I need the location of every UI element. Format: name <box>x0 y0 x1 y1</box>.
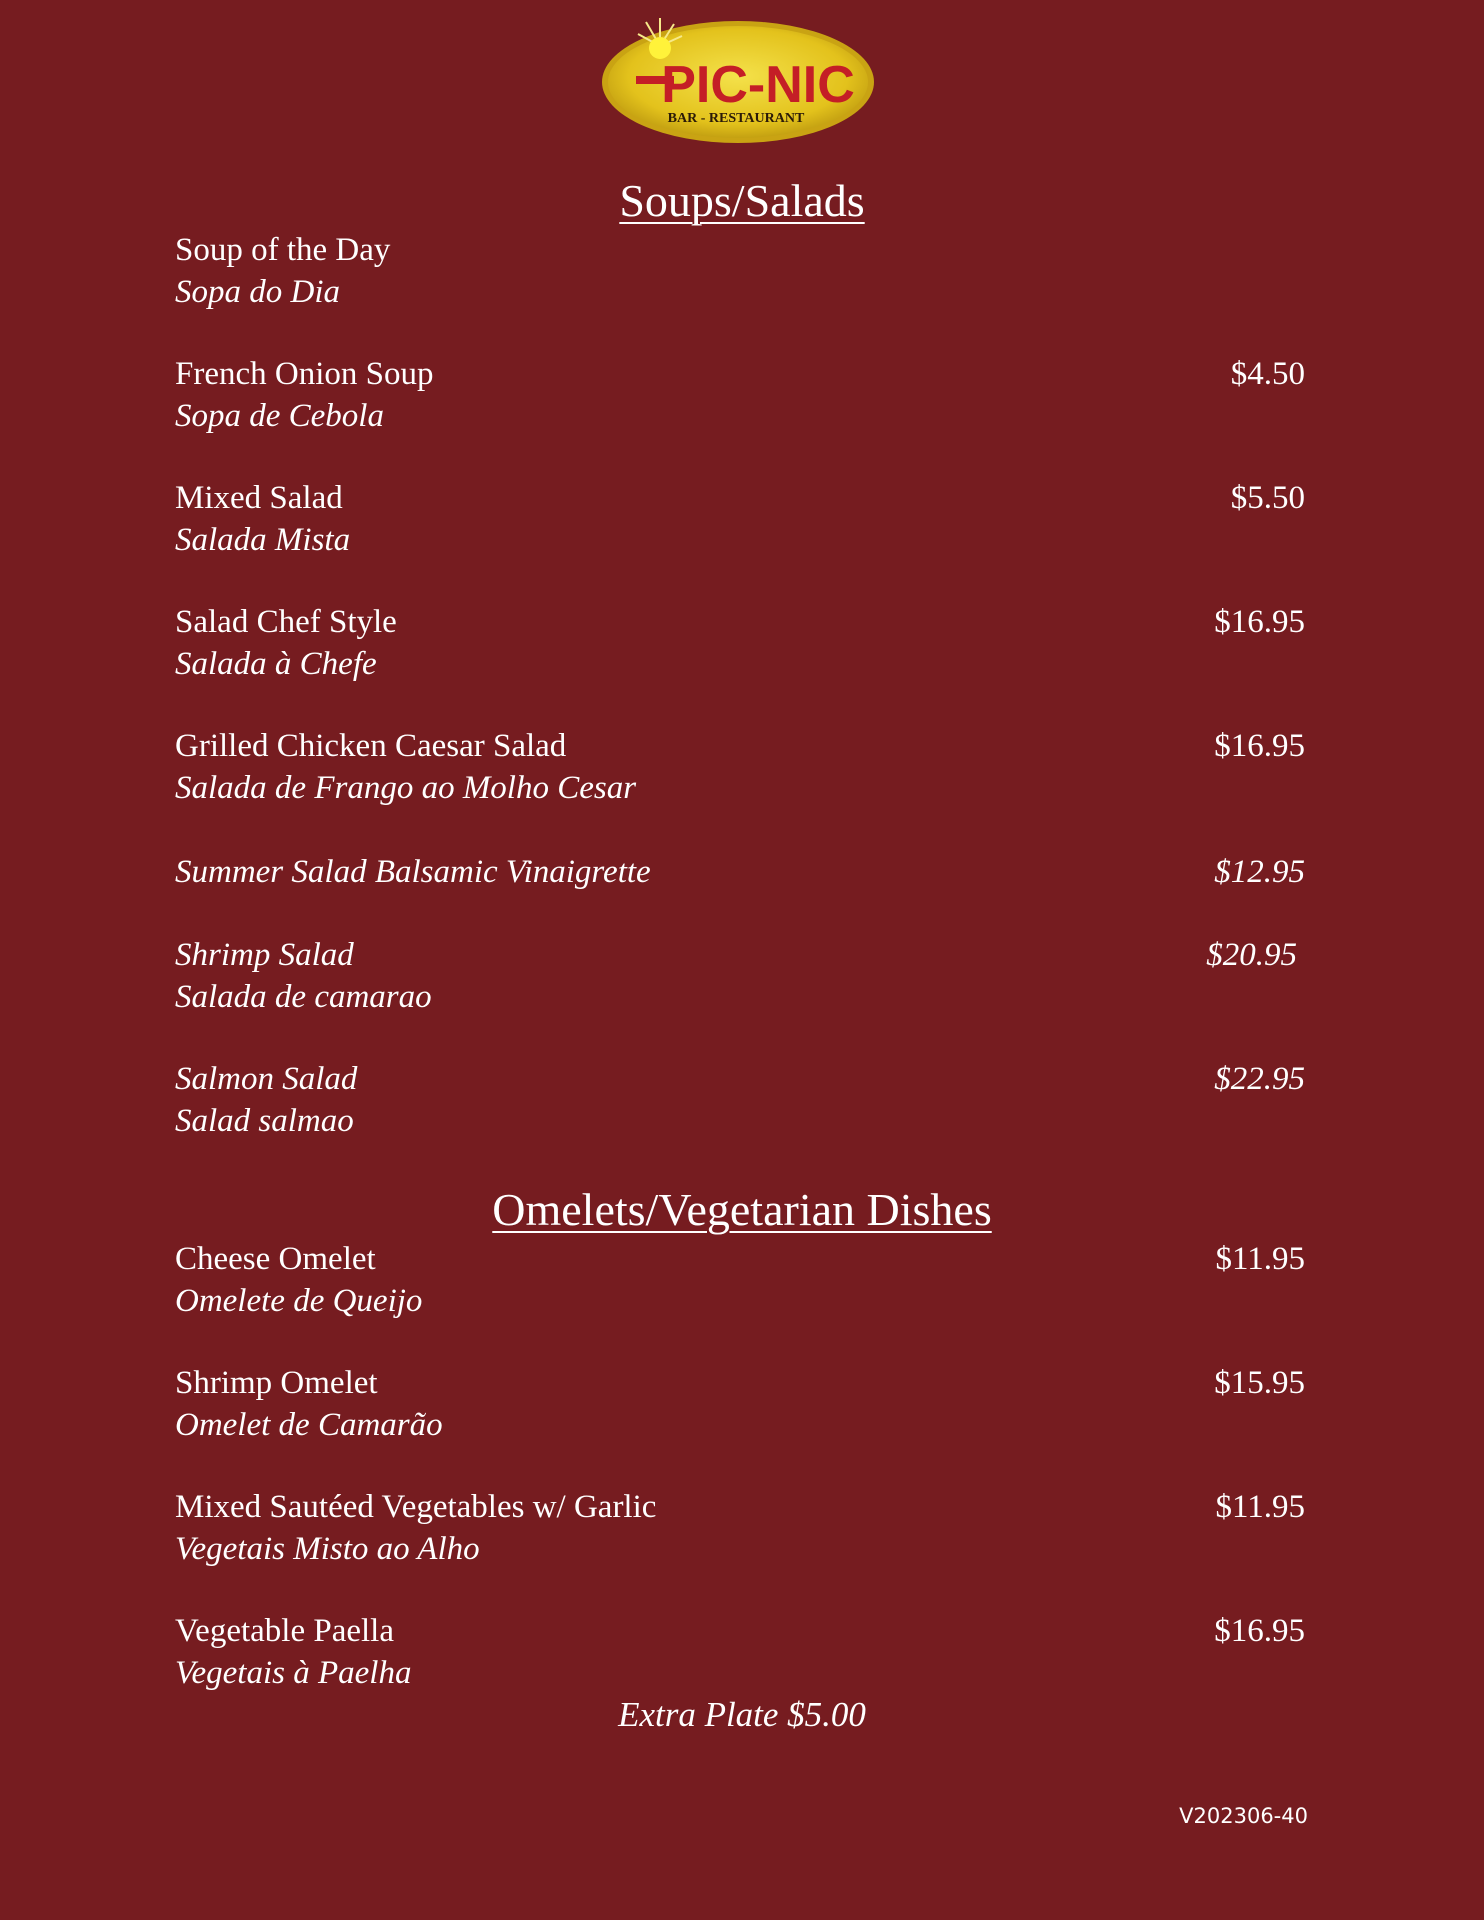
extra-plate-note: Extra Plate $5.00 <box>618 1695 866 1734</box>
item-translation: Omelet de Camarão <box>175 1407 443 1443</box>
menu-item <box>175 477 1305 561</box>
item-translation: Omelete de Queijo <box>175 1283 423 1319</box>
item-name: Salmon Salad <box>175 1061 358 1097</box>
item-translation: Vegetais à Paelha <box>175 1655 412 1691</box>
logo-brand-text: PIC-NIC <box>661 56 855 114</box>
item-name: Mixed Sautéed Vegetables w/ Garlic <box>175 1489 657 1525</box>
item-name: Salad Chef Style <box>175 604 397 640</box>
menu-item <box>175 353 1305 437</box>
section-title-soups-salads: Soups/Salads <box>619 175 865 226</box>
menu-item <box>175 1610 1305 1694</box>
item-name: Summer Salad Balsamic Vinaigrette <box>175 854 651 890</box>
item-name: Grilled Chicken Caesar Salad <box>175 728 567 764</box>
section-title-omelets-vegetarian: Omelets/Vegetarian Dishes <box>492 1184 992 1235</box>
item-price: $11.95 <box>1215 1489 1305 1525</box>
item-translation: Salada Mista <box>175 522 351 558</box>
item-price: $15.95 <box>1214 1365 1305 1401</box>
item-name: Shrimp Omelet <box>175 1365 378 1401</box>
menu-item <box>175 725 1305 809</box>
item-translation: Vegetais Misto ao Alho <box>175 1531 480 1567</box>
restaurant-logo <box>598 12 878 147</box>
item-name: Mixed Salad <box>175 480 343 516</box>
menu-item <box>175 1362 1305 1446</box>
item-translation: Salada de camarao <box>175 979 432 1015</box>
item-price: $16.95 <box>1214 728 1305 764</box>
item-translation: Salada à Chefe <box>175 646 377 682</box>
item-translation: Salada de Frango ao Molho Cesar <box>175 770 637 806</box>
item-price: $16.95 <box>1214 1613 1305 1649</box>
item-name: Vegetable Paella <box>175 1613 394 1649</box>
item-price: $5.50 <box>1230 480 1305 516</box>
item-name: French Onion Soup <box>175 356 434 392</box>
item-name: Soup of the Day <box>175 232 391 268</box>
version-code: V202306-40 <box>1179 1804 1308 1828</box>
logo-tagline: BAR - RESTAURANT <box>667 111 805 126</box>
item-price: $22.95 <box>1214 1061 1305 1097</box>
menu-item <box>175 229 1305 313</box>
menu-item <box>175 1238 1305 1322</box>
item-price: $12.95 <box>1214 854 1305 890</box>
item-price: $11.95 <box>1215 1241 1305 1277</box>
menu-item <box>175 601 1305 685</box>
item-translation: Sopa do Dia <box>175 274 340 310</box>
menu-item <box>175 934 1305 1018</box>
menu-item <box>175 851 1305 893</box>
item-name: Cheese Omelet <box>175 1241 376 1277</box>
item-name: Shrimp Salad <box>175 937 354 973</box>
item-translation: Sopa de Cebola <box>175 398 384 434</box>
item-translation: Salad salmao <box>175 1103 354 1139</box>
logo-emblem <box>598 12 878 147</box>
item-price: $4.50 <box>1230 356 1305 392</box>
item-price: $20.95 <box>1206 937 1297 973</box>
menu-item <box>175 1486 1305 1570</box>
item-price: $16.95 <box>1214 604 1305 640</box>
menu-item <box>175 1058 1305 1142</box>
